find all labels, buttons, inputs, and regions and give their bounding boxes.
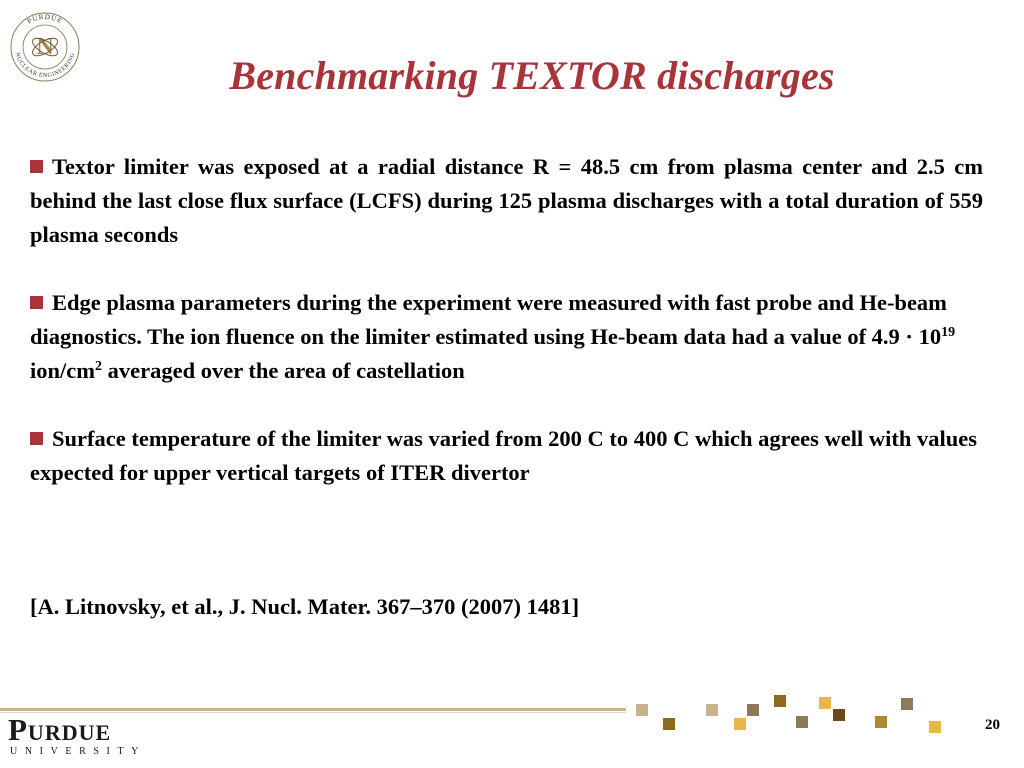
logo-text-top: PURDUE (25, 12, 65, 26)
slide-content (30, 150, 983, 490)
decor-square (875, 716, 887, 728)
square-bullet-icon (30, 432, 43, 445)
university-wordmark: UNIVERSITY (10, 746, 146, 757)
slide-title: Benchmarking TEXTOR discharges (229, 53, 835, 98)
page-number: 20 (985, 717, 1000, 733)
decor-square (929, 721, 941, 733)
exponent-area: 2 (95, 359, 102, 374)
logo-letter: N (36, 34, 54, 60)
square-bullet-icon (30, 160, 43, 173)
decor-square (833, 709, 845, 721)
decor-square (774, 695, 786, 707)
bullet-item-1 (30, 150, 983, 252)
decor-square (734, 718, 746, 730)
bullet-text-2b: ion/cm (30, 358, 95, 383)
decor-square (819, 697, 831, 709)
citation: [A. Litnovsky, et al., J. Nucl. Mater. 367–370 (2007) 1481] (30, 594, 580, 619)
decor-square (747, 704, 759, 716)
bullet-item-2 (30, 286, 983, 388)
square-bullet-icon (30, 296, 43, 309)
bullet-text-2a: Edge plasma parameters during the experiment were measured with fast probe and He-beam diagnostics. The ion fluence on the limiter estimated using He-beam data had a value of 4.9 · 10 (30, 290, 947, 349)
decor-square (663, 718, 675, 730)
exponent-fluence: 19 (941, 325, 956, 340)
svg-text:PURDUE (26, 13, 64, 26)
decor-square (706, 704, 718, 716)
decor-square (796, 716, 808, 728)
decor-square (636, 704, 648, 716)
purdue-wordmark: Purdue (8, 712, 112, 747)
bullet-text-1: Textor limiter was exposed at a radial distance R = 48.5 cm from plasma center and 2.5 cm behind the last close flux surface (LCFS) during 125 plasma discharges with a total duration of 559 plasma seconds (30, 154, 983, 247)
logo-text-bottom: NUCLEAR ENGINEERING (13, 51, 77, 80)
bullet-item-3 (30, 422, 983, 490)
bullet-text-3: Surface temperature of the limiter was varied from 200 C to 400 C which agrees well with values expected for upper vertical targets of ITER divertor (30, 426, 978, 485)
footer-divider (0, 708, 626, 711)
bullet-text-2c: averaged over the area of castellation (102, 358, 465, 383)
decor-square (901, 698, 913, 710)
